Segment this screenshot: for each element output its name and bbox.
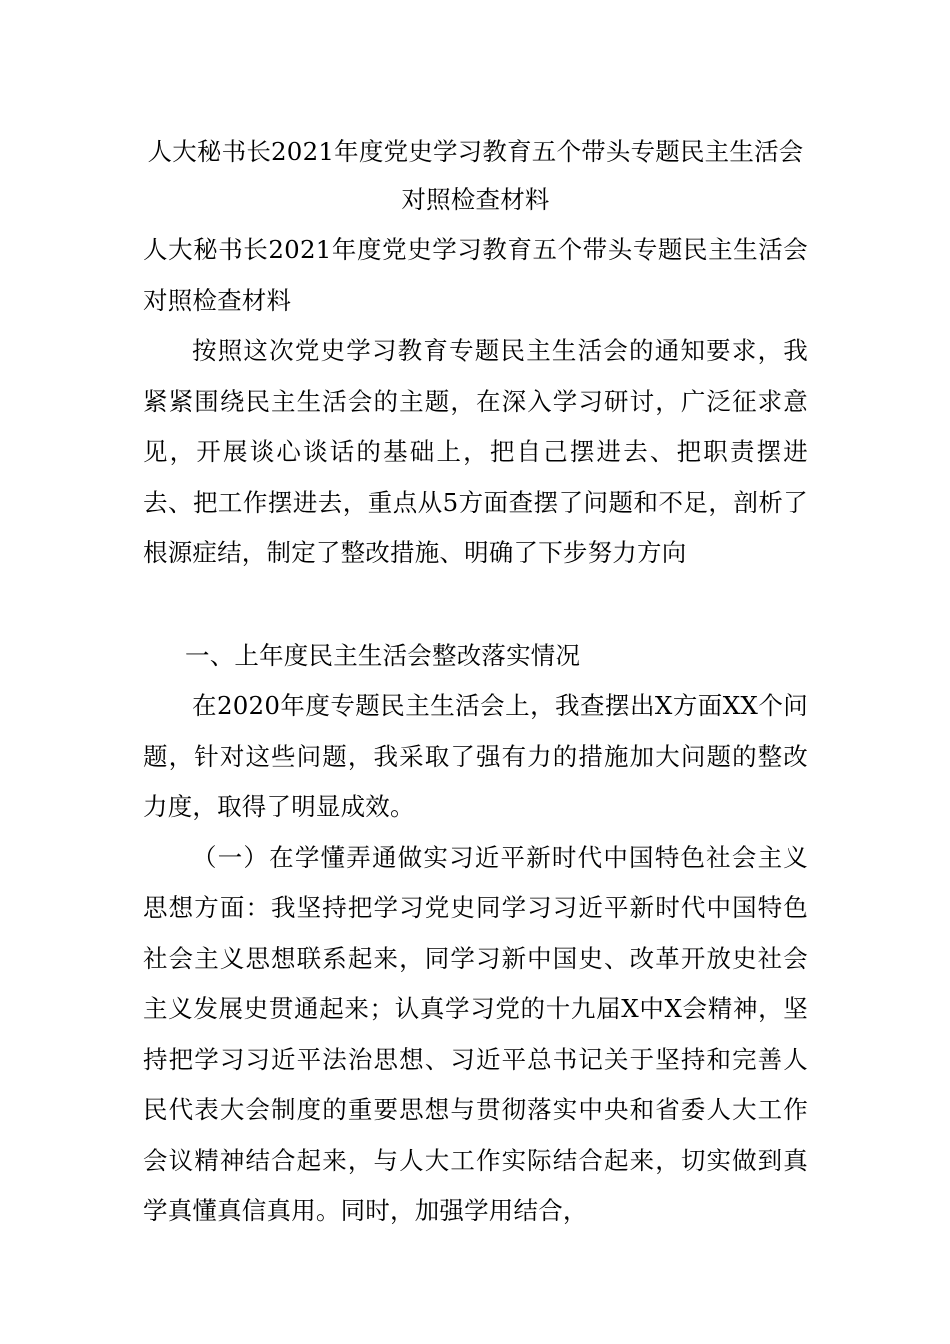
repeated-title: 人大秘书长2021年度党史学习教育五个带头专题民主生活会对照检查材料 (143, 235, 808, 315)
paragraph-gap (143, 579, 808, 631)
section-1-paragraph: 在2020年度专题民主生活会上，我查摆出X方面XX个问题，针对这些问题，我采取了强有力的措施加大问题的整改力度，取得了明显成效。 (143, 691, 808, 821)
document-page (143, 128, 808, 1237)
document-title: 人大秘书长2021年度党史学习教育五个带头专题民主生活会对照检查材料 (147, 137, 804, 214)
subsection-1-paragraph: （一）在学懂弄通做实习近平新时代中国特色社会主义思想方面：我坚持把学习党史同学习习近平新时代中国特色社会主义思想联系起来，同学习新中国史、改革开放史社会主义发展史贯通起来；认真学习党的十九届X中X会精神，坚持把学习习近平法治思想、习近平总书记关于坚持和完善人民代表大会制度的重要思想与贯彻落实中央和省委人大工作会议精神结合起来，与人大工作实际结合起来，切实做到真学真懂真信真用。同时，加强学用结合， (143, 842, 808, 1225)
section-heading-1: 一、上年度民主生活会整改落实情况 (185, 640, 581, 670)
intro-paragraph: 按照这次党史学习教育专题民主生活会的通知要求，我紧紧围绕民主生活会的主题，在深入学习研讨，广泛征求意见，开展谈心谈话的基础上，把自己摆进去、把职责摆进去、把工作摆进去，重点从5方面查摆了问题和不足，剖析了根源症结，制定了整改措施、明确了下步努力方向 (143, 336, 808, 567)
